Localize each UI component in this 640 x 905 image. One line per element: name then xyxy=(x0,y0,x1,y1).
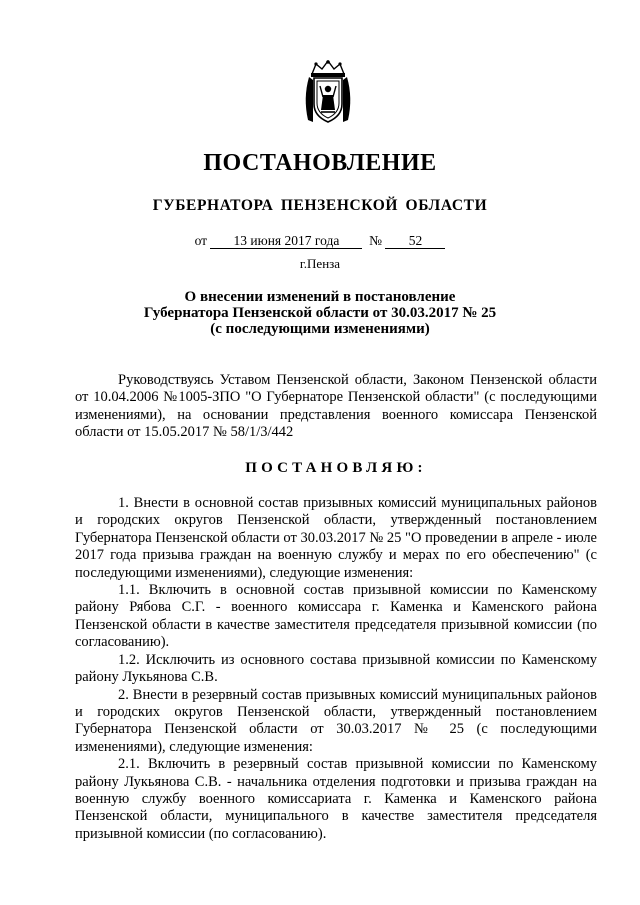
preamble-paragraph: Руководствуясь Уставом Пензенской области, Законом Пензенской области от 10.04.2006 №1005-ЗПО "О Губернаторе Пензенской области" (с последующими изменениями), на основании представления военного комиссара Пензенской области от 15.05.2017 № 58/1/3/442 xyxy=(75,372,597,441)
body-paragraph: 2. Внести в резервный состав призывных комиссий муниципальных районов и городских округов Пензенской области, утвержденный постановлением Губернатора Пензенской области от 30.03.2017 № 25 (с последующими изменениями), следующие изменения: xyxy=(75,686,597,755)
body-paragraph: 2.1. Включить в резервный состав призывной комиссии по Каменскому району Лукьянова С.В. - начальника отделения подготовки и призыва граждан на военную службу военного комиссариата г. Каменка и Каменского района Пензенской области, муниципального в качестве заместителя председателя призывной комиссии (по согласованию). xyxy=(75,756,597,842)
date-prefix: от xyxy=(194,233,208,248)
body-paragraph: 1.1. Включить в основной состав призывной комиссии по Каменскому району Рябова С.Г. - военного комиссара г. Каменка и Каменского района Пензенской области в качестве заместителя председателя призывной комиссии (по согласованию). xyxy=(75,582,597,651)
document-title xyxy=(0,289,640,337)
document-number: 52 xyxy=(385,233,445,249)
document-title-line: Губернатора Пензенской области от 30.03.2017 № 25 xyxy=(143,305,497,321)
document-title-line: (с последующими изменениями) xyxy=(210,321,430,337)
issuing-authority-heading: ГУБЕРНАТОРА ПЕНЗЕНСКОЙ ОБЛАСТИ xyxy=(152,197,488,214)
document-date: 13 июня 2017 года xyxy=(210,233,362,249)
penza-coat-of-arms-icon xyxy=(301,60,355,126)
city-name: г.Пенза xyxy=(299,256,341,271)
document-title-line: О внесении изменений в постановление xyxy=(184,289,456,305)
body-paragraph: 1.2. Исключить из основного состава призывной комиссии по Каменскому району Лукьянова С.В. xyxy=(75,651,597,686)
number-prefix: № xyxy=(369,233,383,248)
body-paragraph: 1. Внести в основной состав призывных комиссий муниципальных районов и городских округов Пензенской области, утвержденный постановлением Губернатора Пензенской области от 30.03.2017 № 25 "О проведении в апреле - июле 2017 года призыва граждан на военную службу и мерах по его обеспечению" (с последующими изменениями), следующие изменения: xyxy=(75,495,597,581)
document-type-heading: ПОСТАНОВЛЕНИЕ xyxy=(203,150,437,176)
date-number-line xyxy=(0,233,640,249)
document-body xyxy=(75,372,597,843)
decree-heading: ПОСТАНОВЛЯЮ: xyxy=(245,459,427,476)
